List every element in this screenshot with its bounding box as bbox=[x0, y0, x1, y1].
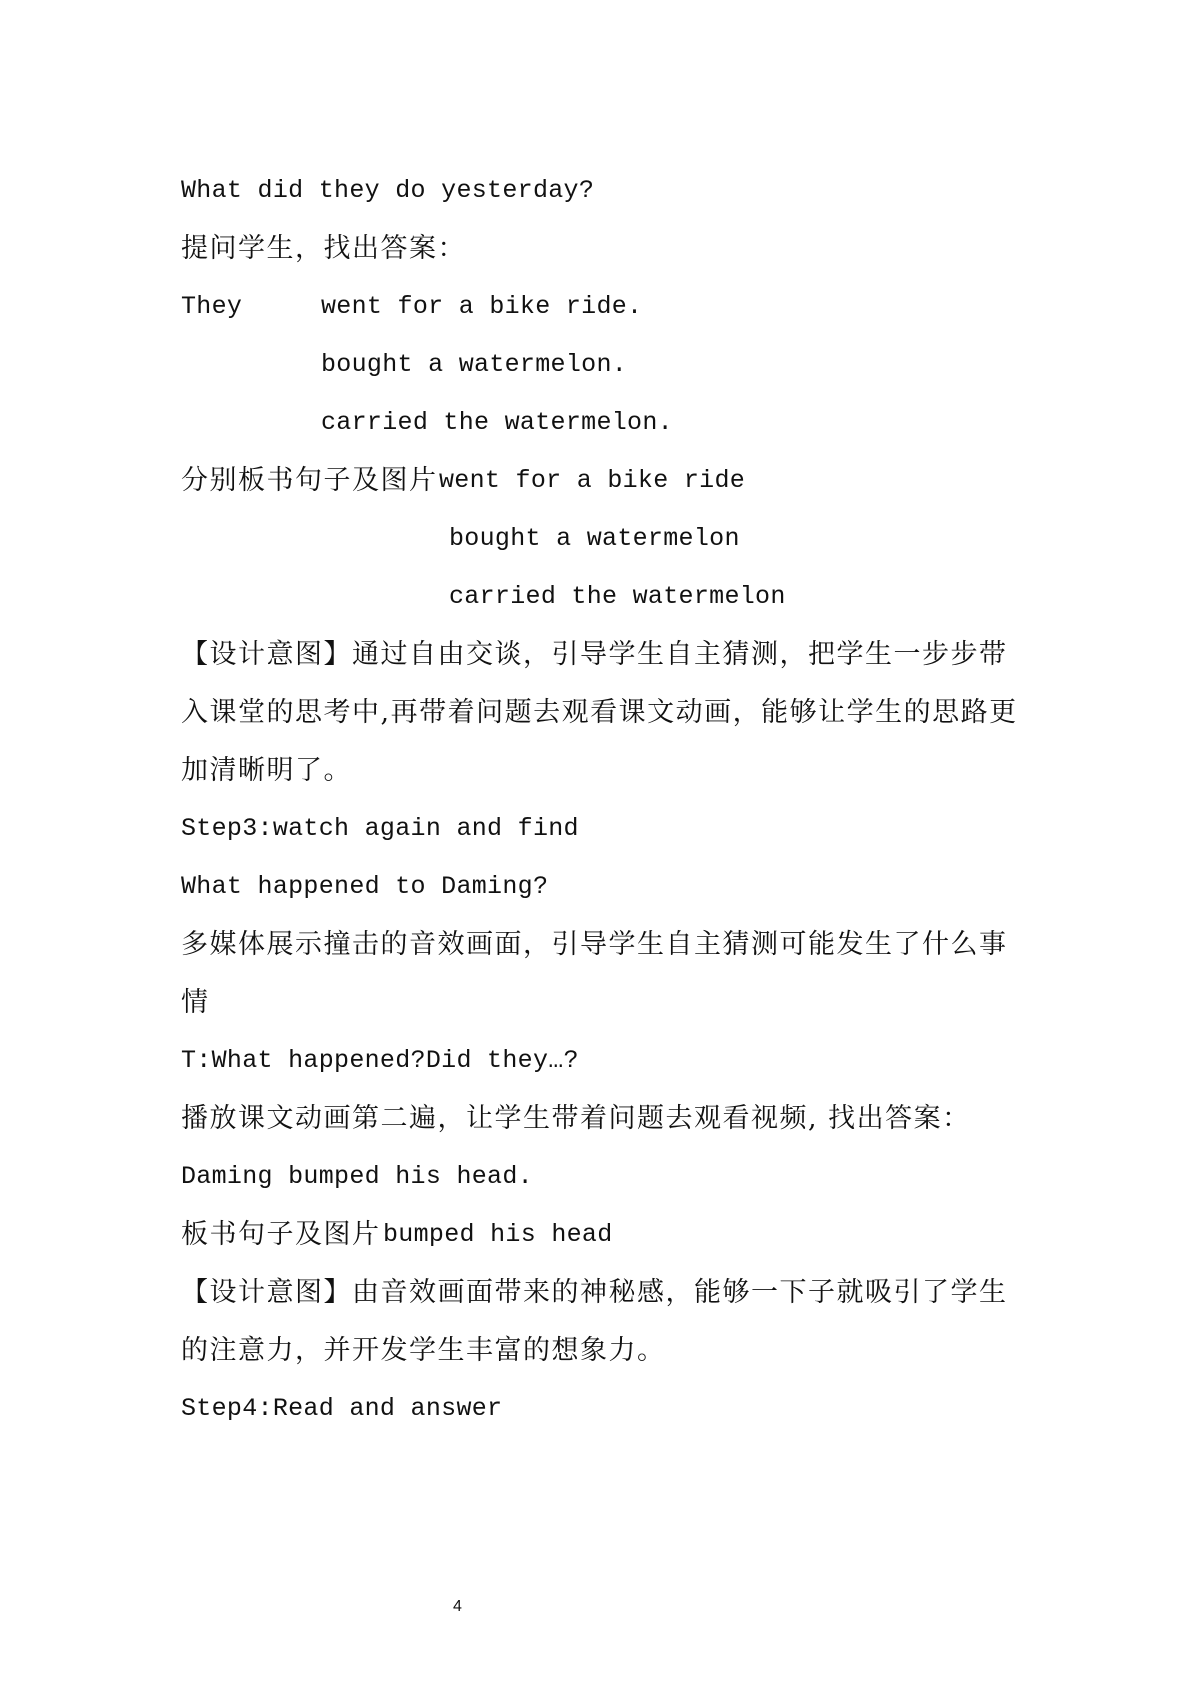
answer-line: carried the watermelon. bbox=[321, 408, 673, 437]
answer-line: Daming bumped his head. bbox=[181, 1162, 533, 1191]
board-phrase: bumped his head bbox=[383, 1220, 613, 1249]
board-phrase: bought a watermelon bbox=[449, 524, 740, 553]
teacher-question: T:What happened?Did they…? bbox=[181, 1046, 579, 1075]
board-phrase: went for a bike ride bbox=[439, 466, 746, 495]
step-heading: Step3:watch again and find bbox=[181, 814, 579, 843]
instruction-line: 情 bbox=[181, 987, 210, 1018]
question-line: What happened to Daming? bbox=[181, 872, 549, 901]
page-number: 4 bbox=[453, 1598, 462, 1615]
design-intent-paragraph: 的注意力，并开发学生丰富的想象力。 bbox=[181, 1335, 666, 1366]
answer-line: went for a bike ride. bbox=[321, 292, 643, 321]
answer-line: bought a watermelon. bbox=[321, 350, 628, 379]
step-heading: Step4:Read and answer bbox=[181, 1394, 503, 1423]
answer-subject: They bbox=[181, 292, 243, 321]
instruction-line: 提问学生，找出答案： bbox=[181, 233, 466, 264]
design-intent-paragraph: 入课堂的思考中,再带着问题去观看课文动画，能够让学生的思路更 bbox=[181, 697, 1018, 728]
board-note-label: 分别板书句子及图片 bbox=[181, 465, 438, 496]
board-phrase: carried the watermelon bbox=[449, 582, 786, 611]
instruction-line: 播放课文动画第二遍，让学生带着问题去观看视频, 找出答案： bbox=[181, 1103, 971, 1134]
design-intent-paragraph: 【设计意图】通过自由交谈，引导学生自主猜测，把学生一步步带 bbox=[181, 639, 1008, 670]
design-intent-paragraph: 【设计意图】由音效画面带来的神秘感，能够一下子就吸引了学生 bbox=[181, 1277, 1008, 1308]
board-note-label: 板书句子及图片 bbox=[181, 1219, 381, 1250]
instruction-line: 多媒体展示撞击的音效画面，引导学生自主猜测可能发生了什么事 bbox=[181, 929, 1008, 960]
question-line: What did they do yesterday? bbox=[181, 176, 595, 205]
design-intent-paragraph: 加清晰明了。 bbox=[181, 755, 352, 786]
